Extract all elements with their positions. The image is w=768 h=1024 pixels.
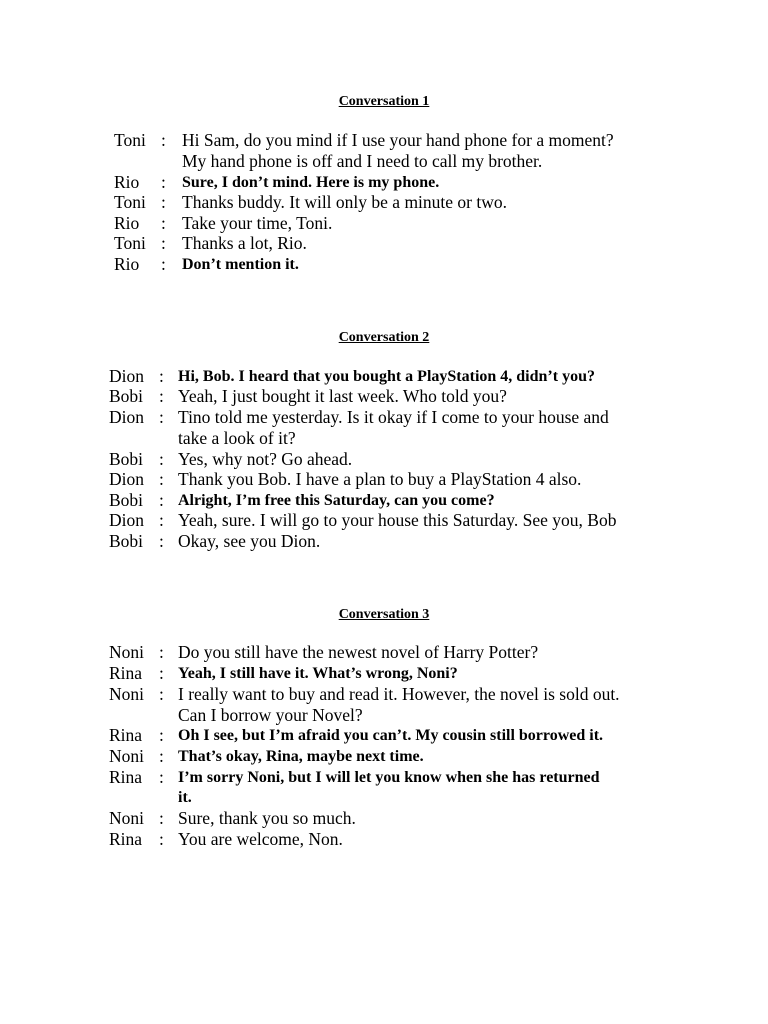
- dialogue-text: Do you still have the newest novel of Harry Potter?: [178, 642, 539, 662]
- dialogue-line: [0, 192, 768, 213]
- speaker-name: Rio: [114, 172, 140, 192]
- dialogue-line: [0, 510, 768, 531]
- dialogue-line: [0, 829, 768, 850]
- speaker-name: Noni: [109, 684, 144, 704]
- separator-colon: :: [161, 192, 166, 212]
- separator-colon: :: [159, 746, 164, 766]
- speaker-name: Dion: [109, 366, 144, 386]
- separator-colon: :: [159, 386, 164, 406]
- separator-colon: :: [159, 663, 164, 683]
- dialogue-text: Thanks buddy. It will only be a minute or two.: [182, 192, 507, 212]
- speaker-name: Rina: [109, 663, 143, 683]
- dialogue-text: Can I borrow your Novel?: [178, 705, 363, 725]
- speaker-name: Rina: [109, 829, 143, 849]
- separator-colon: :: [159, 531, 164, 551]
- dialogue-line: [0, 407, 768, 428]
- speaker-name: Rina: [109, 767, 143, 787]
- separator-colon: :: [159, 767, 164, 787]
- speaker-name: Bobi: [109, 449, 144, 469]
- separator-colon: :: [159, 684, 164, 704]
- dialogue-text: Yeah, I just bought it last week. Who told you?: [178, 386, 507, 406]
- speaker-name: Dion: [109, 469, 144, 489]
- speaker-name: Noni: [109, 746, 144, 766]
- speaker-name: Toni: [114, 192, 146, 212]
- dialogue-line: [0, 705, 768, 726]
- dialogue-text: take a look of it?: [178, 428, 296, 448]
- dialogue-text: Thank you Bob. I have a plan to buy a PlayStation 4 also.: [178, 469, 582, 489]
- speaker-name: Dion: [109, 510, 144, 530]
- separator-colon: :: [161, 233, 166, 253]
- separator-colon: :: [159, 725, 164, 745]
- speaker-name: Rio: [114, 254, 140, 274]
- speaker-name: Bobi: [109, 531, 144, 551]
- speaker-name: Noni: [109, 642, 144, 662]
- conversation-title: Conversation 2: [338, 330, 430, 345]
- dialogue-text: Yeah, sure. I will go to your house this Saturday. See you, Bob: [178, 510, 617, 530]
- dialogue-line: [0, 233, 768, 254]
- dialogue-line: [0, 787, 768, 808]
- dialogue-line: [0, 642, 768, 663]
- dialogue-text: Sure, thank you so much.: [178, 808, 356, 828]
- separator-colon: :: [159, 407, 164, 427]
- dialogue-text: Yes, why not? Go ahead.: [178, 449, 353, 469]
- dialogue-text: Tino told me yesterday. Is it okay if I come to your house and: [178, 407, 609, 427]
- conversation-title: Conversation 3: [338, 607, 430, 622]
- dialogue-line: [0, 213, 768, 234]
- separator-colon: :: [159, 829, 164, 849]
- dialogue-text: I’m sorry Noni, but I will let you know when she has returned: [178, 769, 600, 786]
- dialogue-line: [0, 746, 768, 767]
- separator-colon: :: [159, 808, 164, 828]
- dialogue-line: [0, 172, 768, 193]
- speaker-name: Rina: [109, 725, 143, 745]
- dialogue-text: Don’t mention it.: [182, 256, 299, 273]
- dialogue-line: [0, 663, 768, 684]
- dialogue-text: Yeah, I still have it. What’s wrong, Noni?: [178, 665, 458, 682]
- dialogue-line: [0, 449, 768, 470]
- dialogue-text: My hand phone is off and I need to call my brother.: [182, 151, 543, 171]
- dialogue-line: [0, 767, 768, 788]
- separator-colon: :: [159, 642, 164, 662]
- separator-colon: :: [159, 366, 164, 386]
- dialogue-text: Sure, I don’t mind. Here is my phone.: [182, 174, 440, 191]
- dialogue-text: Alright, I’m free this Saturday, can you come?: [178, 492, 495, 509]
- dialogue-line: [0, 684, 768, 705]
- dialogue-line: [0, 151, 768, 172]
- dialogue-text: Take your time, Toni.: [182, 213, 333, 233]
- speaker-name: Toni: [114, 130, 146, 150]
- dialogue-text: it.: [178, 789, 192, 806]
- speaker-name: Bobi: [109, 386, 144, 406]
- separator-colon: :: [159, 469, 164, 489]
- speaker-name: Noni: [109, 808, 144, 828]
- dialogue-line: [0, 808, 768, 829]
- dialogue-text: Oh I see, but I’m afraid you can’t. My cousin still borrowed it.: [178, 727, 604, 744]
- speaker-name: Rio: [114, 213, 140, 233]
- separator-colon: :: [161, 130, 166, 150]
- dialogue-line: [0, 130, 768, 151]
- conversation-title: Conversation 1: [338, 94, 430, 109]
- dialogue-line: [0, 469, 768, 490]
- dialogue-text: That’s okay, Rina, maybe next time.: [178, 748, 424, 765]
- speaker-name: Toni: [114, 233, 146, 253]
- separator-colon: :: [159, 449, 164, 469]
- dialogue-text: You are welcome, Non.: [178, 829, 343, 849]
- separator-colon: :: [161, 254, 166, 274]
- dialogue-line: [0, 428, 768, 449]
- separator-colon: :: [159, 490, 164, 510]
- speaker-name: Bobi: [109, 490, 144, 510]
- dialogue-line: [0, 386, 768, 407]
- separator-colon: :: [161, 213, 166, 233]
- dialogue-text: Okay, see you Dion.: [178, 531, 321, 551]
- dialogue-line: [0, 254, 768, 275]
- dialogue-line: [0, 366, 768, 387]
- dialogue-text: Hi Sam, do you mind if I use your hand phone for a moment?: [182, 130, 614, 150]
- speaker-name: Dion: [109, 407, 144, 427]
- separator-colon: :: [161, 172, 166, 192]
- dialogue-line: [0, 531, 768, 552]
- dialogue-text: Hi, Bob. I heard that you bought a PlayStation 4, didn’t you?: [178, 368, 595, 385]
- dialogue-line: [0, 490, 768, 511]
- dialogue-line: [0, 725, 768, 746]
- separator-colon: :: [159, 510, 164, 530]
- dialogue-text: I really want to buy and read it. However, the novel is sold out.: [178, 684, 620, 704]
- dialogue-text: Thanks a lot, Rio.: [182, 233, 307, 253]
